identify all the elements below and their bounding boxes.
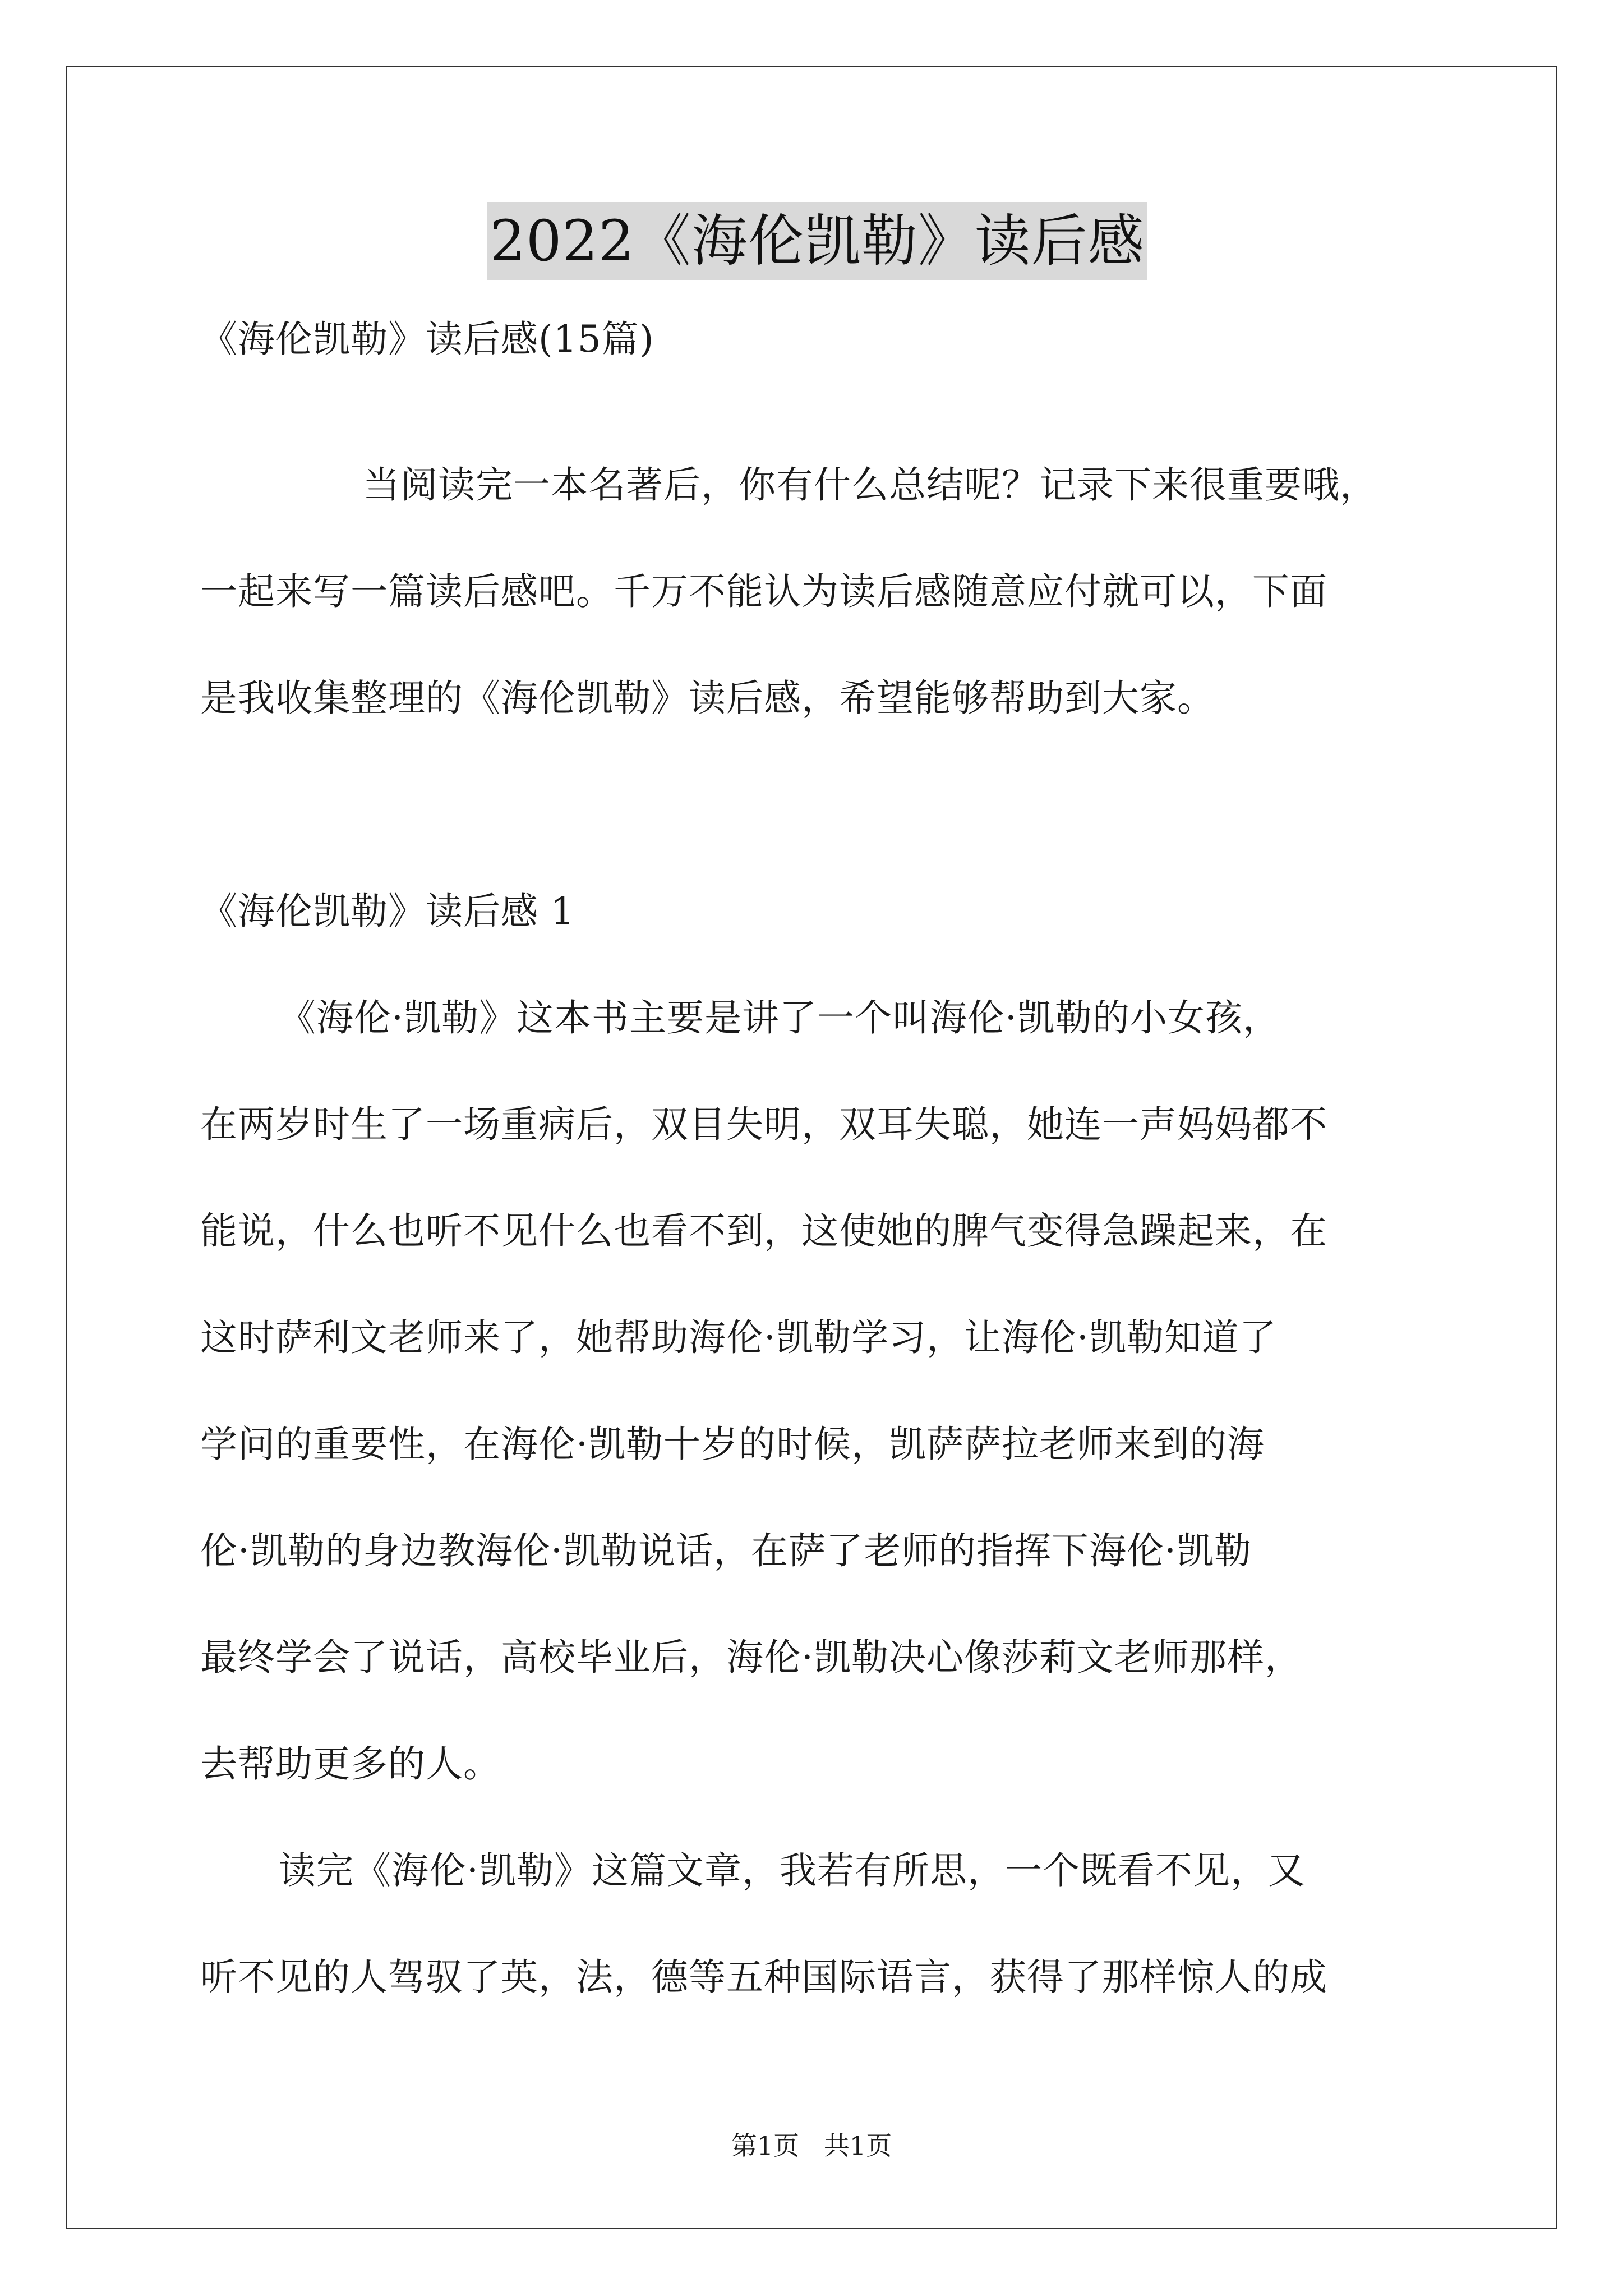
paragraph-line: 《海伦·凯勒》这本书主要是讲了一个叫海伦·凯勒的小女孩， [279,996,1280,1039]
paragraph-line: 读完《海伦·凯勒》这篇文章，我若有所思，一个既看不见，又 [279,1849,1306,1892]
intro-line: 是我收集整理的《海伦凯勒》读后感，希望能够帮助到大家。 [200,677,1215,720]
paragraph-line: 伦·凯勒的身边教海伦·凯勒说话，在萨了老师的指挥下海伦·凯勒 [200,1529,1252,1572]
paragraph-line: 这时萨利文老师来了，她帮助海伦·凯勒学习，让海伦·凯勒知道了 [200,1316,1277,1359]
intro-line: 一起来写一篇读后感吧。千万不能认为读后感随意应付就可以，下面 [200,570,1327,613]
section-heading: 《海伦凯勒》读后感 1 [200,890,575,933]
paragraph-line: 最终学会了说话，高校毕业后，海伦·凯勒决心像莎莉文老师那样， [200,1636,1302,1679]
paragraph-line: 听不见的人驾驭了英，法，德等五种国际语言，获得了那样惊人的成 [200,1955,1327,1999]
paragraph-line: 在两岁时生了一场重病后，双目失明，双耳失聪，她连一声妈妈都不 [200,1103,1327,1146]
intro-line: 当阅读完一本名著后，你有什么总结呢？记录下来很重要哦， [363,463,1377,507]
paragraph-line: 能说，什么也听不见什么也看不到，这使她的脾气变得急躁起来，在 [200,1209,1327,1253]
page-footer: 第1页 共1页 [731,2131,892,2161]
document-title: 2022《海伦凯勒》读后感 [487,202,1147,280]
paragraph-line: 学问的重要性，在海伦·凯勒十岁的时候，凯萨萨拉老师来到的海 [200,1423,1265,1466]
document-subtitle: 《海伦凯勒》读后感(15篇) [200,318,654,361]
title-wrapper [200,202,1434,280]
paragraph-line: 去帮助更多的人。 [200,1742,501,1786]
